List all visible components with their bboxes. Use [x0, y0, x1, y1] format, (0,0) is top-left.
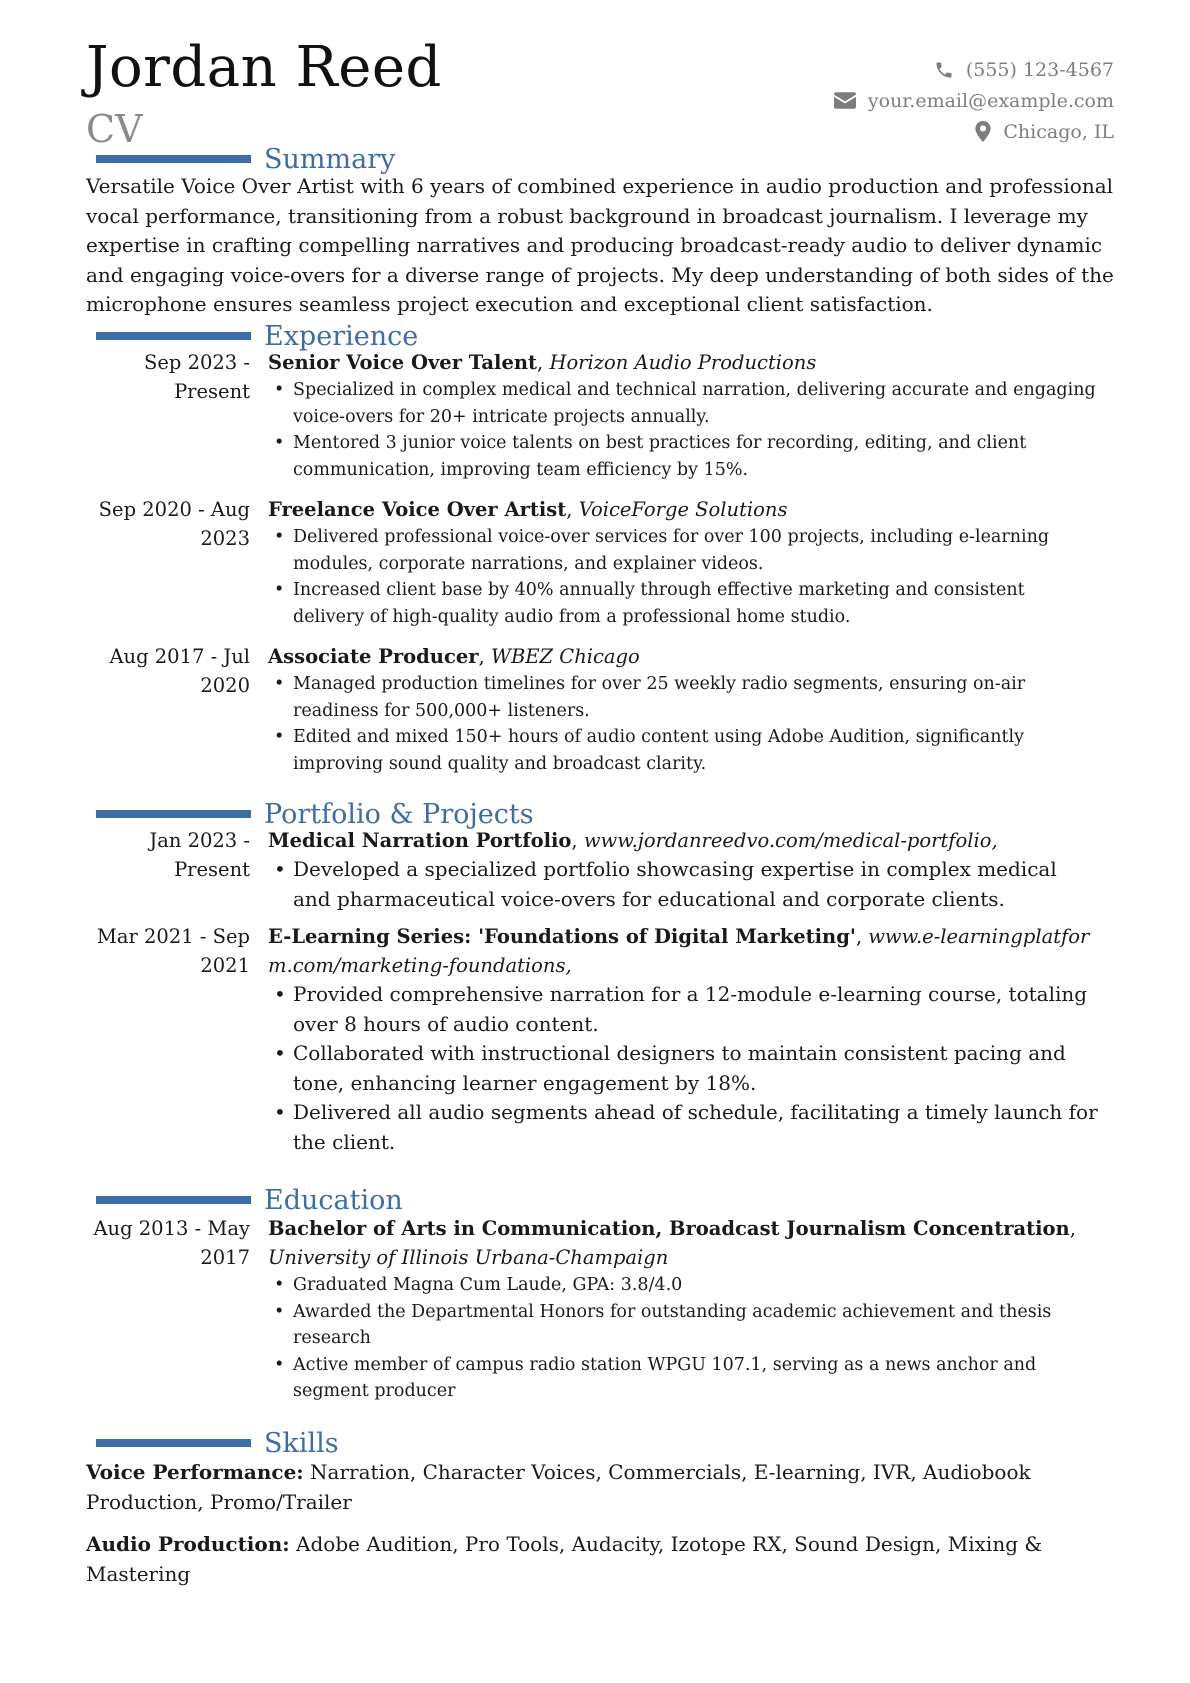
- list-item: • Provided comprehensive narration for a 12-module e-learning course, totaling over 8 hours of audio content.: [268, 980, 1100, 1039]
- section-skills: [96, 1427, 339, 1459]
- entry-heading: E-Learning Series: 'Foundations of Digital Marketing', www.e-learningplatform.com/marketing-foundations,: [268, 925, 1090, 977]
- entry-body: [268, 348, 1100, 483]
- envelope-icon: [834, 92, 856, 109]
- contact-email: [834, 85, 1114, 116]
- contact-location: [834, 116, 1114, 147]
- entry-role: Freelance Voice Over Artist: [268, 498, 567, 521]
- entry-date: Aug 2017 - Jul 2020: [109, 645, 250, 697]
- entry-date: Sep 2023 - Present: [144, 351, 250, 403]
- entry-heading: Medical Narration Portfolio, www.jordanreedvo.com/medical-portfolio,: [268, 829, 998, 852]
- contact-block: [834, 54, 1114, 147]
- list-item: • Graduated Magna Cum Laude, GPA: 3.8/4.0: [268, 1272, 1100, 1299]
- entry-org: VoiceForge Solutions: [578, 498, 788, 521]
- list-item: • Collaborated with instructional designers to maintain consistent pacing and tone, enhancing learner engagement by 18%.: [268, 1039, 1100, 1098]
- entry-bullets: [268, 1272, 1100, 1405]
- entry-org: Horizon Audio Productions: [549, 351, 817, 374]
- entry-role: Bachelor of Arts in Communication, Broadcast Journalism Concentration: [268, 1217, 1070, 1240]
- email-text: your.email@example.com: [867, 89, 1114, 112]
- list-item: • Active member of campus radio station WPGU 107.1, serving as a news anchor and segment producer: [268, 1352, 1100, 1405]
- contact-phone: [834, 54, 1114, 85]
- entry-body: [268, 922, 1100, 1157]
- entry-body: [268, 642, 1100, 777]
- section-accent-bar: [96, 1196, 251, 1204]
- entry-org: University of Illinois Urbana-Champaign: [268, 1246, 669, 1269]
- entry-heading: Associate Producer, WBEZ Chicago: [268, 645, 640, 668]
- entry-date: Mar 2021 - Sep 2021: [96, 925, 250, 977]
- skill-label: Audio Production:: [86, 1532, 290, 1556]
- list-item: • Developed a specialized portfolio showcasing expertise in complex medical and pharmaceutical voice-overs for educational and corporate clients.: [268, 855, 1100, 914]
- entry-date: Sep 2020 - Aug 2023: [98, 498, 250, 550]
- section-education: [96, 1184, 403, 1216]
- entry-role: Associate Producer: [268, 645, 479, 668]
- list-item: • Awarded the Departmental Honors for outstanding academic achievement and thesis research: [268, 1299, 1100, 1352]
- list-item: • Edited and mixed 150+ hours of audio content using Adobe Audition, significantly improving sound quality and broadcast clarity.: [268, 724, 1100, 777]
- section-summary: [96, 143, 395, 175]
- skill-label: Voice Performance:: [86, 1460, 304, 1484]
- list-item: • Increased client base by 40% annually through effective marketing and consistent delivery of high-quality audio from a professional home studio.: [268, 577, 1100, 630]
- section-accent-bar: [96, 155, 251, 163]
- entry-heading: Senior Voice Over Talent, Horizon Audio Productions: [268, 351, 817, 374]
- section-accent-bar: [96, 810, 251, 818]
- section-title: Education: [264, 1184, 403, 1216]
- entry-role: E-Learning Series: 'Foundations of Digital Marketing': [268, 925, 856, 948]
- entry-body: [268, 1214, 1100, 1405]
- map-pin-icon: [975, 121, 991, 142]
- entry-heading: Bachelor of Arts in Communication, Broadcast Journalism Concentration, University of Illinois Urbana-Champaign: [268, 1217, 1076, 1269]
- list-item: • Mentored 3 junior voice talents on best practices for recording, editing, and client communication, improving team efficiency by 15%.: [268, 430, 1100, 483]
- list-item: • Managed production timelines for over 25 weekly radio segments, ensuring on-air readiness for 500,000+ listeners.: [268, 671, 1100, 724]
- entry-body: [268, 826, 1100, 914]
- list-item: • Delivered all audio segments ahead of schedule, facilitating a timely launch for the client.: [268, 1098, 1100, 1157]
- entry-bullets: [268, 980, 1100, 1157]
- section-title: Portfolio & Projects: [264, 798, 534, 830]
- entry-link[interactable]: www.e-learningplatform.com/marketing-foundations,: [268, 925, 1090, 977]
- section-title: Summary: [264, 143, 396, 175]
- entry-date: Jan 2023 - Present: [149, 829, 250, 881]
- skill-line: [86, 1530, 1116, 1589]
- summary-text: Versatile Voice Over Artist with 6 years of combined experience in audio production and professional vocal performance, transitioning from a robust background in broadcast journalism. I leverage my expertise in crafting compelling narratives and producing broadcast-ready audio to deliver dynamic and engaging voice-overs for a diverse range of projects. My deep understanding of both sides of the microphone ensures seamless project execution and exceptional client satisfaction.: [86, 174, 1114, 316]
- phone-icon: [934, 60, 954, 80]
- entry-date: Aug 2013 - May 2017: [93, 1217, 250, 1269]
- entry-bullets: [268, 671, 1100, 777]
- entry-role: Medical Narration Portfolio: [268, 829, 572, 852]
- section-accent-bar: [96, 332, 251, 340]
- candidate-name: Jordan Reed: [86, 35, 442, 100]
- entry-bullets: [268, 855, 1100, 914]
- entry-org: WBEZ Chicago: [490, 645, 640, 668]
- skill-text: Narration, Character Voices, Commercials, E-learning, IVR, Audiobook Production, Promo/Trailer: [86, 1460, 1031, 1514]
- document-subtitle: CV: [86, 107, 143, 151]
- entry-role: Senior Voice Over Talent: [268, 351, 538, 374]
- entry-bullets: [268, 377, 1100, 483]
- skill-text: Adobe Audition, Pro Tools, Audacity, Izotope RX, Sound Design, Mixing & Mastering: [86, 1532, 1043, 1586]
- section-accent-bar: [96, 1439, 251, 1447]
- section-title: Skills: [264, 1427, 339, 1459]
- list-item: • Delivered professional voice-over services for over 100 projects, including e-learning modules, corporate narrations, and explainer videos.: [268, 524, 1100, 577]
- entry-body: [268, 495, 1100, 630]
- list-item: • Specialized in complex medical and technical narration, delivering accurate and engaging voice-overs for 20+ intricate projects annually.: [268, 377, 1100, 430]
- phone-text: (555) 123-4567: [965, 58, 1114, 81]
- section-title: Experience: [264, 320, 419, 352]
- entry-link[interactable]: www.jordanreedvo.com/medical-portfolio,: [583, 829, 998, 852]
- entry-bullets: [268, 524, 1100, 630]
- location-text: Chicago, IL: [1003, 120, 1114, 143]
- skill-line: [86, 1458, 1116, 1517]
- entry-heading: Freelance Voice Over Artist, VoiceForge Solutions: [268, 498, 788, 521]
